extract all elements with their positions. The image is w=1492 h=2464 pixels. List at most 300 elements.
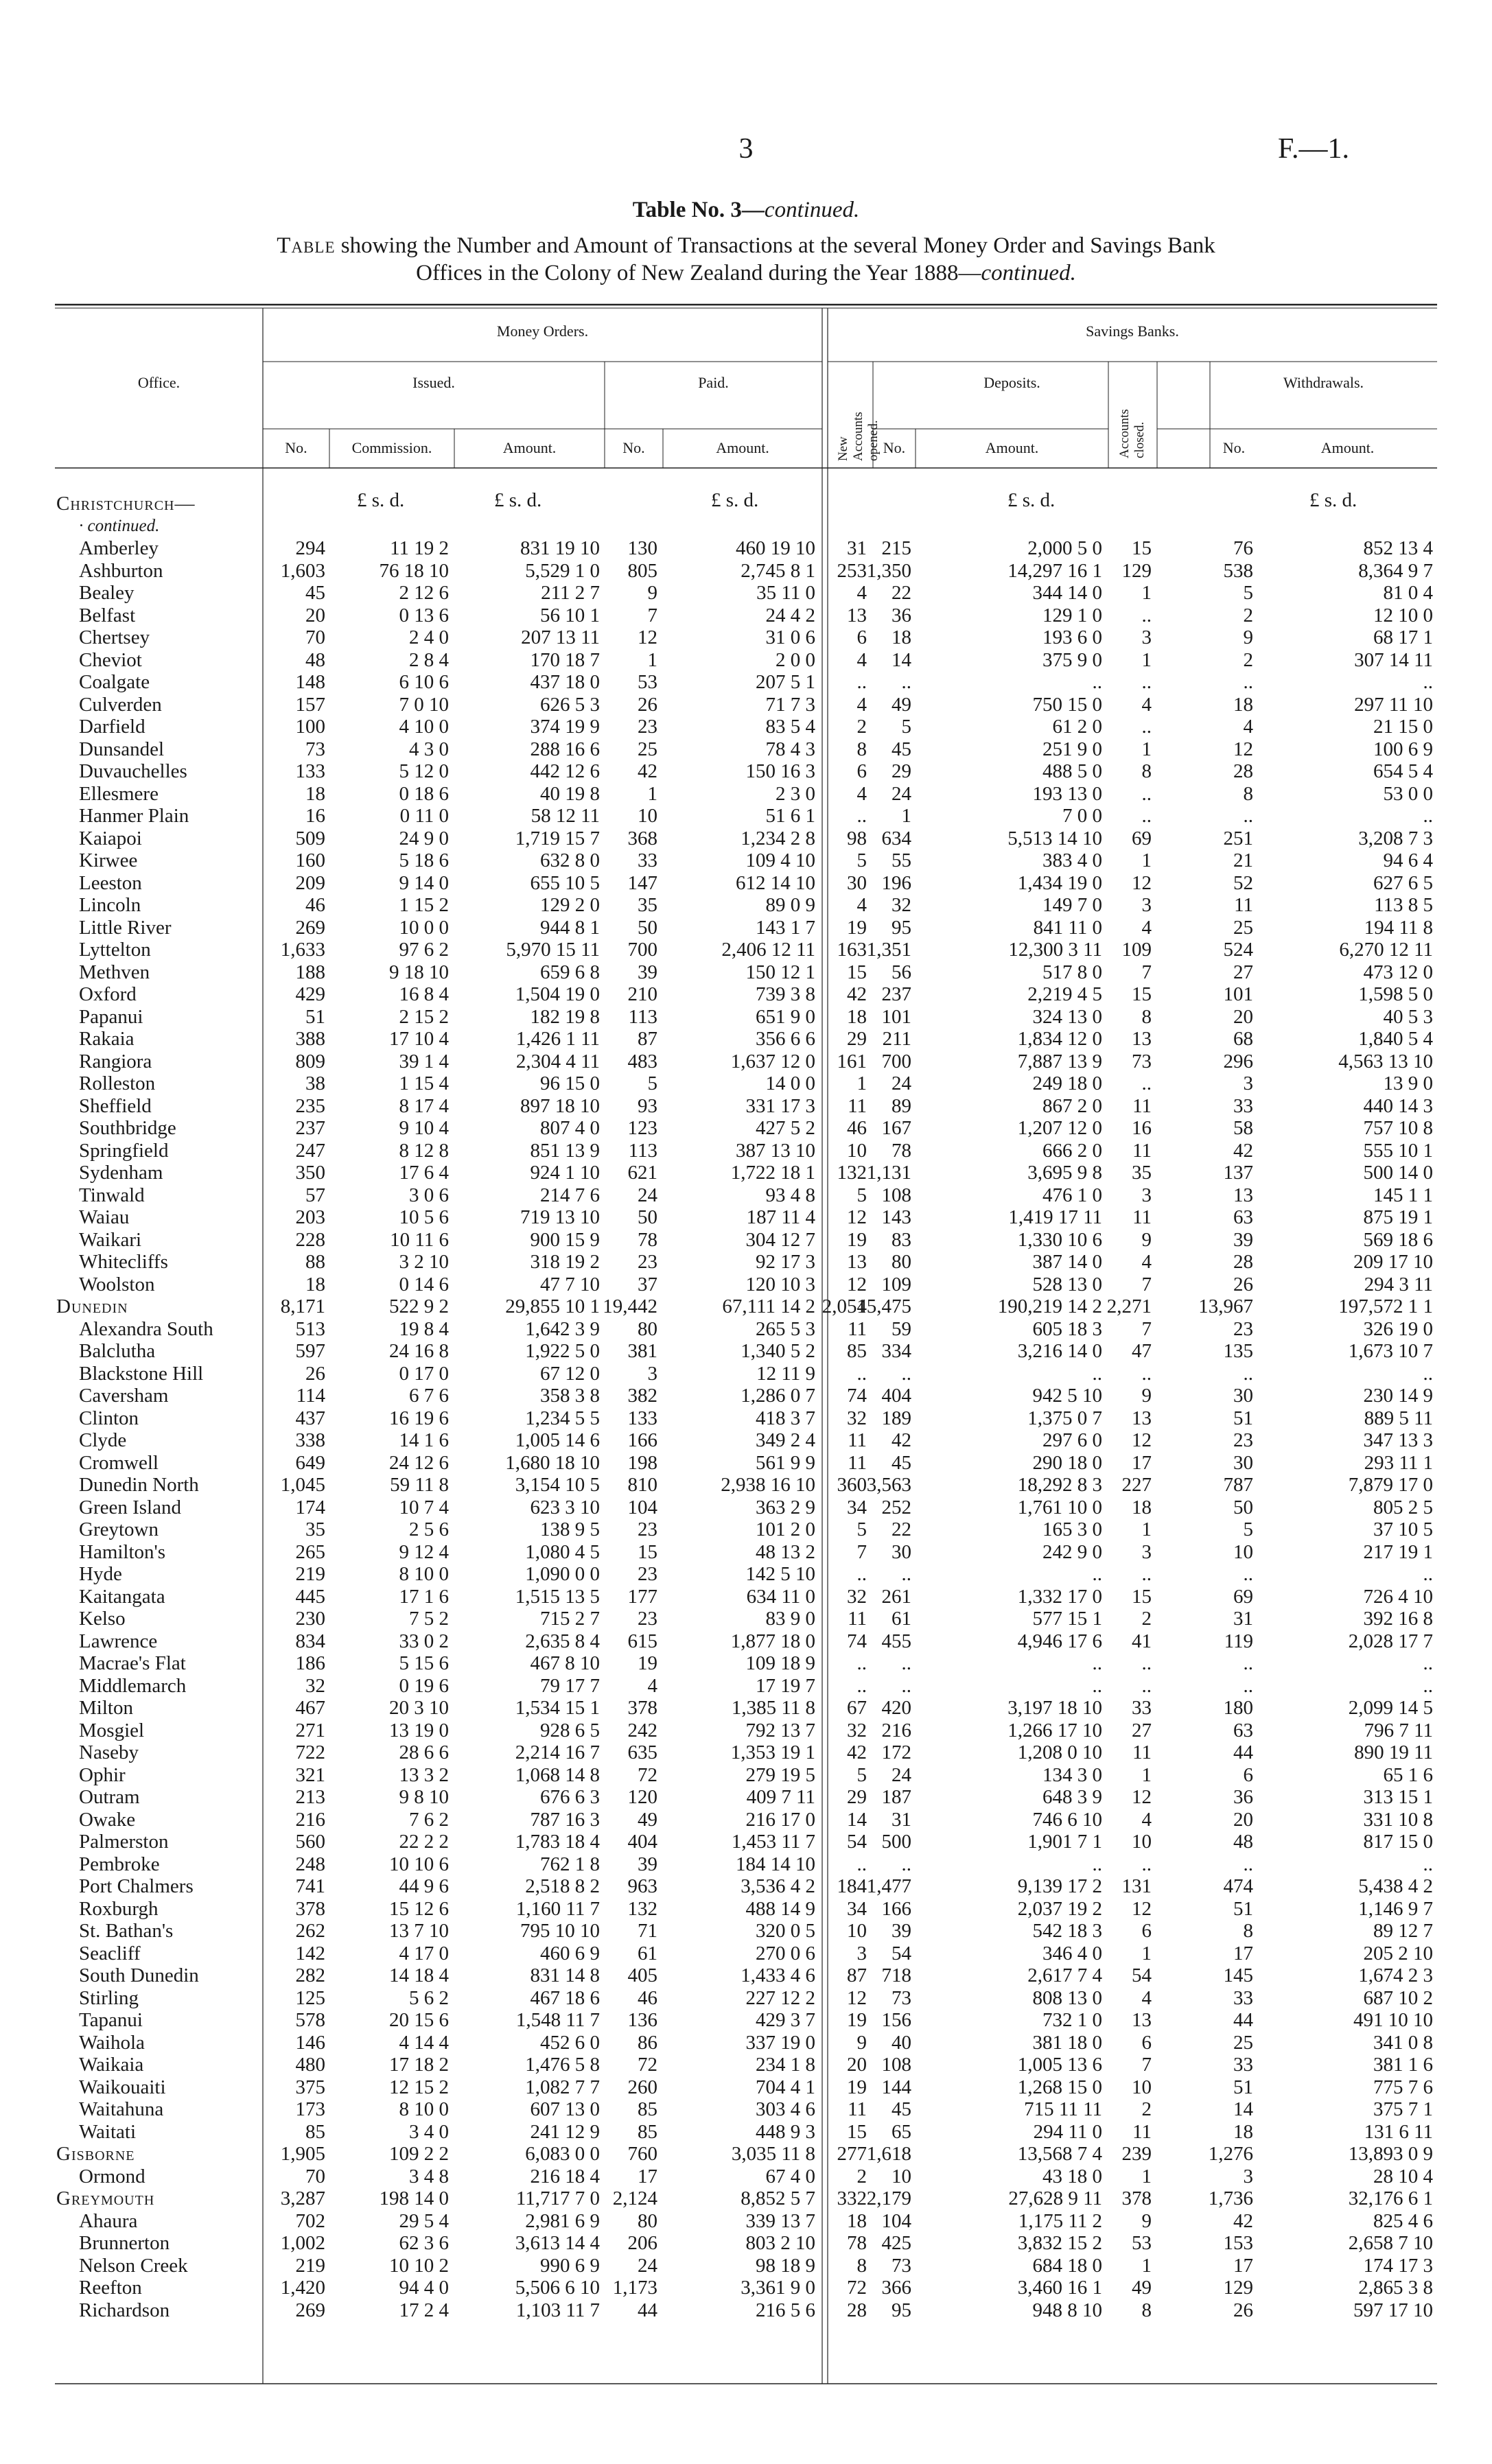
cell-deposits-no: 24 (891, 1763, 911, 1786)
table-row (0, 2076, 1492, 2099)
cell-accounts-closed: 1 (1141, 1518, 1152, 1540)
cell-deposits-amount: .. (1092, 1362, 1102, 1385)
cell-commission: 198 14 0 (379, 2187, 449, 2209)
cell-deposits-no: 334 (881, 1340, 911, 1362)
cell-deposits-amount: 605 18 3 (1032, 1317, 1102, 1340)
cell-issued-amount: 632 8 0 (540, 849, 600, 871)
cell-issued-no: 262 (295, 1920, 325, 1942)
cell-paid-no: 368 (627, 827, 657, 849)
cell-commission: 62 3 6 (399, 2232, 449, 2254)
cell-deposits-amount: 4,946 17 6 (1017, 1630, 1102, 1652)
cell-deposits-amount: 2,219 4 5 (1027, 983, 1102, 1005)
office-name: Sydenham (79, 1162, 163, 1184)
cell-new-accounts: 42 (847, 983, 867, 1005)
cell-issued-amount: 241 12 9 (530, 2120, 600, 2143)
cell-paid-amount: 24 4 2 (765, 604, 815, 626)
cell-deposits-amount: 9,139 17 2 (1017, 1875, 1102, 1897)
cell-issued-no: 1,633 (280, 939, 325, 961)
cell-withdrawals-no: 8 (1243, 782, 1253, 805)
cell-accounts-closed: 15 (1132, 983, 1152, 1005)
cell-deposits-no: 22 (891, 1518, 911, 1540)
table-row (0, 1006, 1492, 1029)
cell-commission: 3 0 6 (409, 1184, 449, 1206)
cell-accounts-closed: 4 (1141, 916, 1152, 939)
cell-withdrawals-no: 119 (1224, 1630, 1253, 1652)
cell-issued-amount: 897 18 10 (520, 1094, 600, 1117)
cell-new-accounts: 19 (847, 2009, 867, 2031)
cell-withdrawals-amount: 889 5 11 (1364, 1407, 1433, 1429)
cell-paid-amount: 349 2 4 (756, 1429, 815, 1451)
cell-commission: 0 11 0 (399, 805, 449, 827)
cell-deposits-no: 1,477 (866, 1875, 911, 1897)
cell-withdrawals-amount: 326 19 0 (1363, 1317, 1433, 1340)
cell-withdrawals-no: 33 (1233, 1986, 1253, 2009)
table-row (0, 917, 1492, 939)
cell-issued-no: 57 (305, 1184, 325, 1206)
table-row (0, 1474, 1492, 1497)
cell-deposits-no: 59 (891, 1317, 911, 1340)
cell-accounts-closed: 129 (1121, 559, 1152, 582)
table-row (0, 1920, 1492, 1943)
cell-commission: 109 2 2 (389, 2143, 449, 2165)
cell-withdrawals-no: 50 (1233, 1496, 1253, 1518)
cell-deposits-amount: 3,197 18 10 (1007, 1697, 1102, 1719)
cell-withdrawals-amount: 654 5 4 (1373, 760, 1433, 782)
office-name: Macrae's Flat (79, 1652, 186, 1674)
cell-deposits-no: 104 (881, 2209, 911, 2232)
cell-withdrawals-amount: 726 4 10 (1363, 1585, 1433, 1608)
cell-accounts-closed: 11 (1132, 1741, 1152, 1763)
cell-withdrawals-no: 13 (1233, 1184, 1253, 1206)
cell-new-accounts: 11 (848, 1451, 867, 1474)
cell-commission: 3 4 0 (409, 2120, 449, 2143)
cell-issued-amount: 1,680 18 10 (505, 1451, 600, 1474)
office-name: Lyttelton (79, 939, 151, 961)
cell-issued-no: 294 (295, 537, 325, 559)
cell-issued-no: 203 (295, 1206, 325, 1228)
cell-withdrawals-amount: .. (1423, 1362, 1433, 1385)
cell-deposits-amount: 1,761 10 0 (1017, 1496, 1102, 1518)
cell-deposits-no: 15,475 (856, 1295, 911, 1317)
cell-withdrawals-amount: 687 10 2 (1363, 1986, 1433, 2009)
cell-issued-no: 46 (305, 894, 325, 916)
cell-deposits-amount: 381 18 0 (1032, 2031, 1102, 2054)
cell-commission: 5 12 0 (399, 760, 449, 782)
cell-deposits-amount: 1,332 17 0 (1017, 1585, 1102, 1608)
office-name: Waikouaiti (79, 2076, 166, 2098)
cell-paid-amount: 2,745 8 1 (741, 559, 815, 582)
cell-new-accounts: 29 (847, 1786, 867, 1808)
cell-accounts-closed: .. (1141, 1072, 1152, 1094)
cell-paid-amount: 12 11 9 (756, 1362, 815, 1385)
cell-deposits-no: 65 (891, 2120, 911, 2143)
cell-issued-no: 216 (295, 1808, 325, 1831)
cell-issued-amount: 831 14 8 (530, 1964, 600, 1986)
office-name: South Dunedin (79, 1964, 199, 1986)
cell-withdrawals-no: 18 (1233, 693, 1253, 716)
cell-paid-no: 78 (638, 1228, 657, 1251)
cell-issued-no: 133 (295, 760, 325, 782)
office-name: Owake (79, 1808, 136, 1831)
cell-accounts-closed: 6 (1141, 2031, 1152, 2054)
cell-issued-amount: 2,214 16 7 (515, 1741, 600, 1763)
cell-paid-amount: 2,938 16 10 (721, 1474, 815, 1496)
office-name: Dunedin (56, 1295, 128, 1317)
cell-withdrawals-amount: 313 15 1 (1363, 1786, 1433, 1808)
cell-paid-no: 80 (638, 2209, 657, 2232)
office-name: Waihola (79, 2031, 145, 2054)
cell-issued-amount: 318 19 2 (530, 1251, 600, 1273)
cell-paid-no: 80 (638, 1317, 657, 1340)
cell-accounts-closed: .. (1141, 782, 1152, 805)
table-row (0, 2255, 1492, 2277)
office-name: Lawrence (79, 1630, 158, 1652)
cell-issued-amount: 358 3 8 (540, 1385, 600, 1407)
cell-issued-amount: 460 6 9 (540, 1942, 600, 1964)
header-new-accounts-line-2: Accounts (851, 412, 865, 461)
cell-paid-no: 7 (647, 604, 657, 626)
cell-new-accounts: 72 (847, 2277, 867, 2299)
cell-new-accounts: .. (856, 1853, 867, 1875)
cell-accounts-closed: 4 (1141, 1986, 1152, 2009)
cell-deposits-no: 143 (881, 1206, 911, 1228)
cell-deposits-amount: .. (1092, 1563, 1102, 1585)
table-row (0, 1943, 1492, 1965)
cell-deposits-amount: 3,460 16 1 (1017, 2277, 1102, 2299)
cell-accounts-closed: 11 (1132, 1206, 1152, 1228)
table-row (0, 1875, 1492, 1898)
cell-deposits-amount: 746 6 10 (1032, 1808, 1102, 1831)
cell-issued-no: 173 (295, 2098, 325, 2120)
cell-issued-no: 350 (295, 1162, 325, 1184)
cell-deposits-no: 95 (891, 916, 911, 939)
cell-withdrawals-no: 9 (1243, 626, 1253, 648)
cell-new-accounts: 19 (847, 1228, 867, 1251)
table-row (0, 1497, 1492, 1519)
cell-commission: 7 6 2 (409, 1808, 449, 1831)
cell-paid-no: 72 (638, 2054, 657, 2076)
cell-withdrawals-amount: 627 6 5 (1373, 871, 1433, 894)
cell-commission: 20 15 6 (389, 2009, 449, 2031)
table-row (0, 2232, 1492, 2255)
cell-withdrawals-no: .. (1243, 1853, 1253, 1875)
cell-paid-no: 17 (638, 2165, 657, 2187)
table-row (0, 493, 1492, 515)
table-row (0, 1251, 1492, 1274)
cell-issued-no: 8,171 (280, 1295, 325, 1317)
cell-deposits-no: 108 (881, 1184, 911, 1206)
cell-accounts-closed: 1 (1141, 582, 1152, 604)
cell-paid-no: 381 (627, 1340, 657, 1362)
cell-deposits-amount: 2,037 19 2 (1017, 1897, 1102, 1920)
cell-paid-amount: 187 11 4 (746, 1206, 815, 1228)
cell-accounts-closed: 1 (1141, 738, 1152, 760)
cell-accounts-closed: .. (1141, 671, 1152, 693)
cell-issued-no: 265 (295, 1540, 325, 1563)
cell-paid-amount: 8,852 5 7 (741, 2187, 815, 2209)
cell-paid-amount: 71 7 3 (765, 693, 815, 716)
cell-commission: 13 19 0 (389, 1719, 449, 1741)
cell-withdrawals-no: 13,967 (1198, 1295, 1253, 1317)
cell-accounts-closed: 12 (1132, 1429, 1152, 1451)
office-name: Ophir (79, 1763, 126, 1786)
cell-deposits-amount: 841 11 0 (1033, 916, 1102, 939)
cell-accounts-closed: 12 (1132, 1786, 1152, 1808)
cell-paid-amount: 184 14 10 (736, 1853, 815, 1875)
table-row (0, 1563, 1492, 1586)
cell-paid-no: 23 (638, 1518, 657, 1540)
cell-paid-amount: 792 13 7 (745, 1719, 815, 1741)
cell-withdrawals-amount: .. (1423, 1563, 1433, 1585)
cell-deposits-no: 187 (881, 1786, 911, 1808)
cell-withdrawals-no: 63 (1233, 1719, 1253, 1741)
cell-paid-no: 23 (638, 1563, 657, 1585)
cell-paid-amount: 109 18 9 (745, 1652, 815, 1674)
cell-issued-amount: 831 19 10 (520, 537, 600, 559)
cell-deposits-amount: 1,419 17 11 (1008, 1206, 1102, 1228)
cell-accounts-closed: 12 (1132, 871, 1152, 894)
cell-accounts-closed: 15 (1132, 1585, 1152, 1608)
cell-paid-no: 24 (638, 1184, 657, 1206)
cell-new-accounts: 277 (837, 2143, 867, 2165)
header-withdrawals-no: No. (1222, 439, 1246, 456)
cell-paid-no: 177 (627, 1585, 657, 1608)
cell-paid-amount: 1,385 11 8 (731, 1697, 815, 1719)
cell-issued-no: 1,905 (280, 2143, 325, 2165)
cell-commission: 5 6 2 (409, 1986, 449, 2009)
cell-deposits-no: 73 (891, 1986, 911, 2009)
cell-withdrawals-no: 474 (1223, 1875, 1253, 1897)
cell-new-accounts: 34 (847, 1496, 867, 1518)
cell-issued-amount: 3,613 14 4 (515, 2232, 600, 2254)
cell-commission: 13 7 10 (389, 1920, 449, 1942)
cell-withdrawals-no: 145 (1223, 1964, 1253, 1986)
cell-withdrawals-amount: 757 10 8 (1363, 1117, 1433, 1139)
cell-withdrawals-amount: .. (1423, 671, 1433, 693)
cell-deposits-no: 108 (881, 2054, 911, 2076)
office-name: Whitecliffs (79, 1251, 168, 1273)
cell-withdrawals-amount: 825 4 6 (1373, 2209, 1433, 2232)
office-name: Tapanui (79, 2009, 143, 2031)
cell-paid-amount: 89 0 9 (765, 894, 815, 916)
caption-lead: Table (277, 233, 336, 258)
header-office: Office. (137, 374, 180, 391)
cell-withdrawals-no: 10 (1233, 1540, 1253, 1563)
table-row (0, 560, 1492, 583)
cell-deposits-amount: 3,832 15 2 (1017, 2232, 1102, 2254)
office-name: Bealey (79, 582, 135, 604)
table-row (0, 983, 1492, 1006)
cell-commission: 12 15 2 (389, 2076, 449, 2098)
cell-commission: 0 17 0 (399, 1362, 449, 1385)
table-row (0, 1117, 1492, 1140)
table-row (0, 716, 1492, 738)
cell-deposits-amount: 346 4 0 (1042, 1942, 1102, 1964)
cell-withdrawals-no: .. (1243, 1362, 1253, 1385)
cell-deposits-no: 156 (881, 2009, 911, 2031)
cell-new-accounts: 2 (856, 716, 867, 738)
cell-accounts-closed: 18 (1132, 1496, 1152, 1518)
cell-new-accounts: 32 (847, 1719, 867, 1741)
cell-commission: 7 5 2 (409, 1608, 449, 1630)
cell-paid-no: 5 (647, 1072, 657, 1094)
cell-accounts-closed: 69 (1132, 827, 1152, 849)
cell-paid-amount: 35 11 0 (756, 582, 815, 604)
cell-paid-no: 621 (627, 1162, 657, 1184)
cell-issued-amount: 928 6 5 (540, 1719, 600, 1741)
cell-accounts-closed: .. (1141, 604, 1152, 626)
cell-issued-no: 269 (295, 2299, 325, 2321)
cell-issued-no: 32 (305, 1674, 325, 1697)
cell-new-accounts: 360 (837, 1474, 867, 1496)
header-paid-no: No. (622, 439, 645, 456)
cell-commission: 10 10 6 (389, 1853, 449, 1875)
cell-deposits-amount: 1,268 15 0 (1017, 2076, 1102, 2098)
office-name: Papanui (79, 1005, 143, 1028)
cell-paid-no: 9 (647, 582, 657, 604)
cell-accounts-closed: 15 (1132, 537, 1152, 559)
cell-commission: 5 18 6 (399, 849, 449, 871)
table-row (0, 2032, 1492, 2054)
cell-paid-amount: 227 12 2 (745, 1986, 815, 2009)
office-name: Oxford (79, 983, 137, 1005)
cell-deposits-amount: 488 5 0 (1042, 760, 1102, 782)
cell-commission: 13 3 2 (399, 1763, 449, 1786)
cell-commission: 10 0 0 (399, 916, 449, 939)
cell-withdrawals-no: 36 (1233, 1786, 1253, 1808)
cell-deposits-amount: 190,219 14 2 (997, 1295, 1102, 1317)
cell-issued-no: 20 (305, 604, 325, 626)
cell-deposits-amount: 43 18 0 (1042, 2165, 1102, 2187)
cell-deposits-amount: 1,207 12 0 (1017, 1117, 1102, 1139)
cell-withdrawals-no: 14 (1233, 2098, 1253, 2120)
cell-withdrawals-amount: 569 18 6 (1363, 1228, 1433, 1251)
table-row (0, 1764, 1492, 1787)
cell-withdrawals-amount: 5,438 4 2 (1358, 1875, 1433, 1897)
cell-issued-amount: 1,234 5 5 (525, 1407, 600, 1429)
cell-withdrawals-no: 787 (1223, 1474, 1253, 1496)
cell-withdrawals-no: 76 (1233, 537, 1253, 559)
cell-new-accounts: .. (856, 1563, 867, 1585)
cell-deposits-amount: 129 1 0 (1042, 604, 1102, 626)
cell-paid-amount: 409 7 11 (746, 1786, 815, 1808)
cell-new-accounts: 42 (847, 1741, 867, 1763)
cell-withdrawals-amount: 2,099 14 5 (1348, 1697, 1433, 1719)
cell-issued-amount: 1,922 5 0 (525, 1340, 600, 1362)
cell-withdrawals-amount: 796 7 11 (1364, 1719, 1433, 1741)
cell-deposits-no: .. (901, 1674, 911, 1697)
cell-deposits-amount: 808 13 0 (1032, 1986, 1102, 2009)
table-row (0, 1095, 1492, 1118)
page-number: 3 (738, 133, 754, 165)
cell-withdrawals-amount: 65 1 6 (1383, 1763, 1433, 1786)
office-name: Stirling (79, 1986, 139, 2009)
cell-paid-no: 615 (627, 1630, 657, 1652)
cell-withdrawals-no: 51 (1233, 2076, 1253, 2098)
cell-deposits-no: 56 (891, 961, 911, 983)
cell-deposits-amount: 684 18 0 (1032, 2254, 1102, 2277)
cell-paid-amount: 31 0 6 (765, 626, 815, 648)
cell-paid-amount: 1,433 4 6 (741, 1964, 815, 1986)
cell-paid-amount: 109 4 10 (745, 849, 815, 871)
cell-withdrawals-no: 17 (1233, 2254, 1253, 2277)
cell-issued-no: 38 (305, 1072, 325, 1094)
cell-accounts-closed: .. (1141, 1563, 1152, 1585)
cell-issued-no: 445 (295, 1585, 325, 1608)
cell-paid-amount: 2 3 0 (776, 782, 815, 805)
cell-withdrawals-no: 251 (1223, 827, 1253, 849)
cell-withdrawals-amount: 89 12 7 (1373, 1920, 1433, 1942)
cell-paid-amount: 561 9 9 (756, 1451, 815, 1474)
cell-paid-no: 805 (627, 559, 657, 582)
cell-issued-no: 741 (295, 1875, 325, 1897)
cell-commission: 9 18 10 (389, 961, 449, 983)
cell-issued-no: 100 (295, 716, 325, 738)
cell-paid-amount: 98 18 9 (756, 2254, 815, 2277)
cell-deposits-no: .. (901, 1362, 911, 1385)
cell-deposits-no: 83 (891, 1228, 911, 1251)
cell-paid-amount: 634 11 0 (746, 1585, 815, 1608)
office-name: Richardson (79, 2299, 170, 2321)
cell-issued-no: 282 (295, 1964, 325, 1986)
cell-new-accounts: 74 (847, 1630, 867, 1652)
cell-paid-amount: 356 6 6 (756, 1028, 815, 1050)
cell-withdrawals-amount: 4,563 13 10 (1338, 1050, 1433, 1072)
cell-withdrawals-no: 26 (1233, 1273, 1253, 1295)
table-row (0, 2210, 1492, 2233)
cell-issued-amount: 1,548 11 7 (515, 2009, 600, 2031)
cell-deposits-amount: .. (1092, 1674, 1102, 1697)
cell-accounts-closed: 8 (1141, 760, 1152, 782)
caption-line-2: Offices in the Colony of New Zealand during the Year 1888— (416, 261, 981, 285)
cell-withdrawals-no: 33 (1233, 2054, 1253, 2076)
cell-deposits-amount: 134 3 0 (1042, 1763, 1102, 1786)
cell-deposits-amount: 242 9 0 (1042, 1540, 1102, 1563)
cell-issued-amount: 1,005 14 6 (515, 1429, 600, 1451)
cell-withdrawals-no: 23 (1233, 1429, 1253, 1451)
cell-deposits-no: 420 (881, 1697, 911, 1719)
cell-issued-amount: 2,981 6 9 (525, 2209, 600, 2232)
cell-new-accounts: 4 (856, 782, 867, 805)
cell-withdrawals-no: 42 (1233, 1139, 1253, 1162)
table-row (0, 894, 1492, 917)
cell-withdrawals-amount: 1,598 5 0 (1358, 983, 1433, 1005)
cell-withdrawals-amount: 375 7 1 (1373, 2098, 1433, 2120)
cell-paid-amount: 83 5 4 (765, 716, 815, 738)
cell-withdrawals-amount: 12 10 0 (1373, 604, 1433, 626)
cell-deposits-amount: 1,434 19 0 (1017, 871, 1102, 894)
cell-deposits-no: 366 (881, 2277, 911, 2299)
cell-withdrawals-amount: 194 11 8 (1364, 916, 1433, 939)
cell-withdrawals-no: 153 (1223, 2232, 1253, 2254)
cell-withdrawals-no: 28 (1233, 760, 1253, 782)
office-name: Pembroke (79, 1853, 160, 1875)
cell-issued-no: 148 (295, 671, 325, 693)
cell-new-accounts: 15 (847, 961, 867, 983)
cell-withdrawals-amount: 381 1 6 (1373, 2054, 1433, 2076)
cell-paid-no: 405 (627, 1964, 657, 1986)
cell-accounts-closed: 4 (1141, 693, 1152, 716)
cell-withdrawals-amount: 2,865 3 8 (1358, 2277, 1433, 2299)
cell-commission: 10 7 4 (399, 1496, 449, 1518)
caption-line-2-suffix: continued. (981, 261, 1076, 285)
cell-deposits-no: 215 (881, 537, 911, 559)
cell-issued-amount: 1,103 11 7 (515, 2299, 600, 2321)
cell-deposits-no: 89 (891, 1094, 911, 1117)
table-row (0, 694, 1492, 716)
cell-issued-amount: 659 6 8 (540, 961, 600, 983)
cell-paid-no: 147 (627, 871, 657, 894)
